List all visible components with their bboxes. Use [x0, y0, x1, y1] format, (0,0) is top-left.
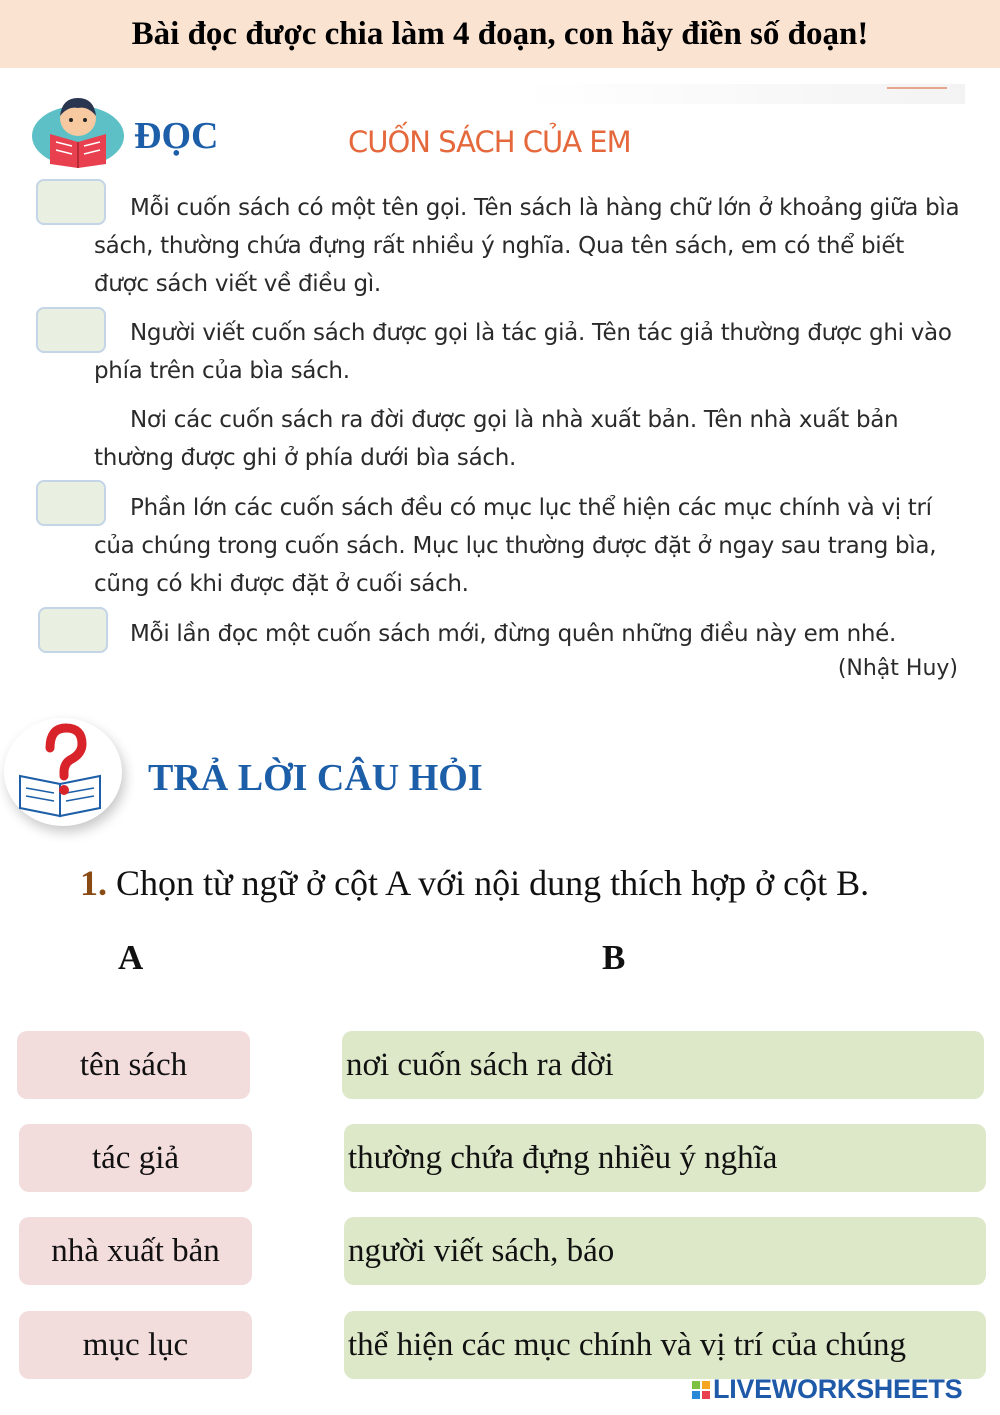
question-1: [80, 862, 869, 904]
watermark-text: LIVEWORKSHEETS: [713, 1374, 963, 1404]
instruction-text: Bài đọc được chia làm 4 đoạn, con hãy điền số đoạn!: [131, 15, 869, 52]
question-text: Chọn từ ngữ ở cột A với nội dung thích hợp ở cột B.: [116, 863, 870, 903]
column-b-item-3[interactable]: người viết sách, báo: [344, 1217, 986, 1285]
instruction-banner: [0, 0, 1000, 68]
liveworksheets-logo-icon: [692, 1381, 710, 1399]
column-a-item-2[interactable]: tác giả: [19, 1124, 252, 1192]
column-a-item-3[interactable]: nhà xuất bản: [19, 1217, 252, 1285]
question-book-icon: [4, 718, 122, 826]
paragraph-3: Nơi các cuốn sách ra đời được gọi là nhà xuất bản. Tên nhà xuất bản thường được ghi ở phía dưới bìa sách.: [94, 407, 899, 471]
question-number: 1.: [80, 863, 107, 903]
decorative-line: [520, 84, 965, 104]
paragraph-5: Mỗi lần đọc một cuốn sách mới, đừng quên những điều này em nhé.: [130, 621, 897, 647]
answer-section-heading: TRẢ LỜI CÂU HỎI: [148, 757, 483, 799]
column-b-label: B: [602, 938, 626, 977]
author-credit: (Nhật Huy): [837, 656, 958, 681]
paragraph-1: Mỗi cuốn sách có một tên gọi. Tên sách là hàng chữ lớn ở khoảng giữa bìa sách, thường chứa đựng rất nhiều ý nghĩa. Qua tên sách, em có thể biết được sách viết về điều gì.: [94, 195, 960, 297]
liveworksheets-watermark: [692, 1374, 962, 1405]
column-a-item-4[interactable]: mục lục: [19, 1311, 252, 1379]
story-title: CUỐN SÁCH CỦA EM: [348, 125, 631, 159]
column-b-item-4[interactable]: thể hiện các mục chính và vị trí của chúng: [344, 1311, 986, 1379]
paragraph-4: Phần lớn các cuốn sách đều có mục lục thể hiện các mục chính và vị trí của chúng trong cuốn sách. Mục lục thường được đặt ở ngay sau trang bìa, cũng có khi được đặt ở cuối sách.: [94, 495, 937, 597]
column-a-item-1[interactable]: tên sách: [17, 1031, 250, 1099]
column-a-label: A: [118, 938, 144, 977]
reading-boy-icon: [30, 88, 126, 168]
reading-section-heading: ĐỌC: [134, 115, 219, 157]
column-b-item-1[interactable]: nơi cuốn sách ra đời: [342, 1031, 984, 1099]
paragraph-2: Người viết cuốn sách được gọi là tác giả. Tên tác giả thường được ghi vào phía trên của bìa sách.: [94, 320, 952, 384]
column-b-item-2[interactable]: thường chứa đựng nhiều ý nghĩa: [344, 1124, 986, 1192]
